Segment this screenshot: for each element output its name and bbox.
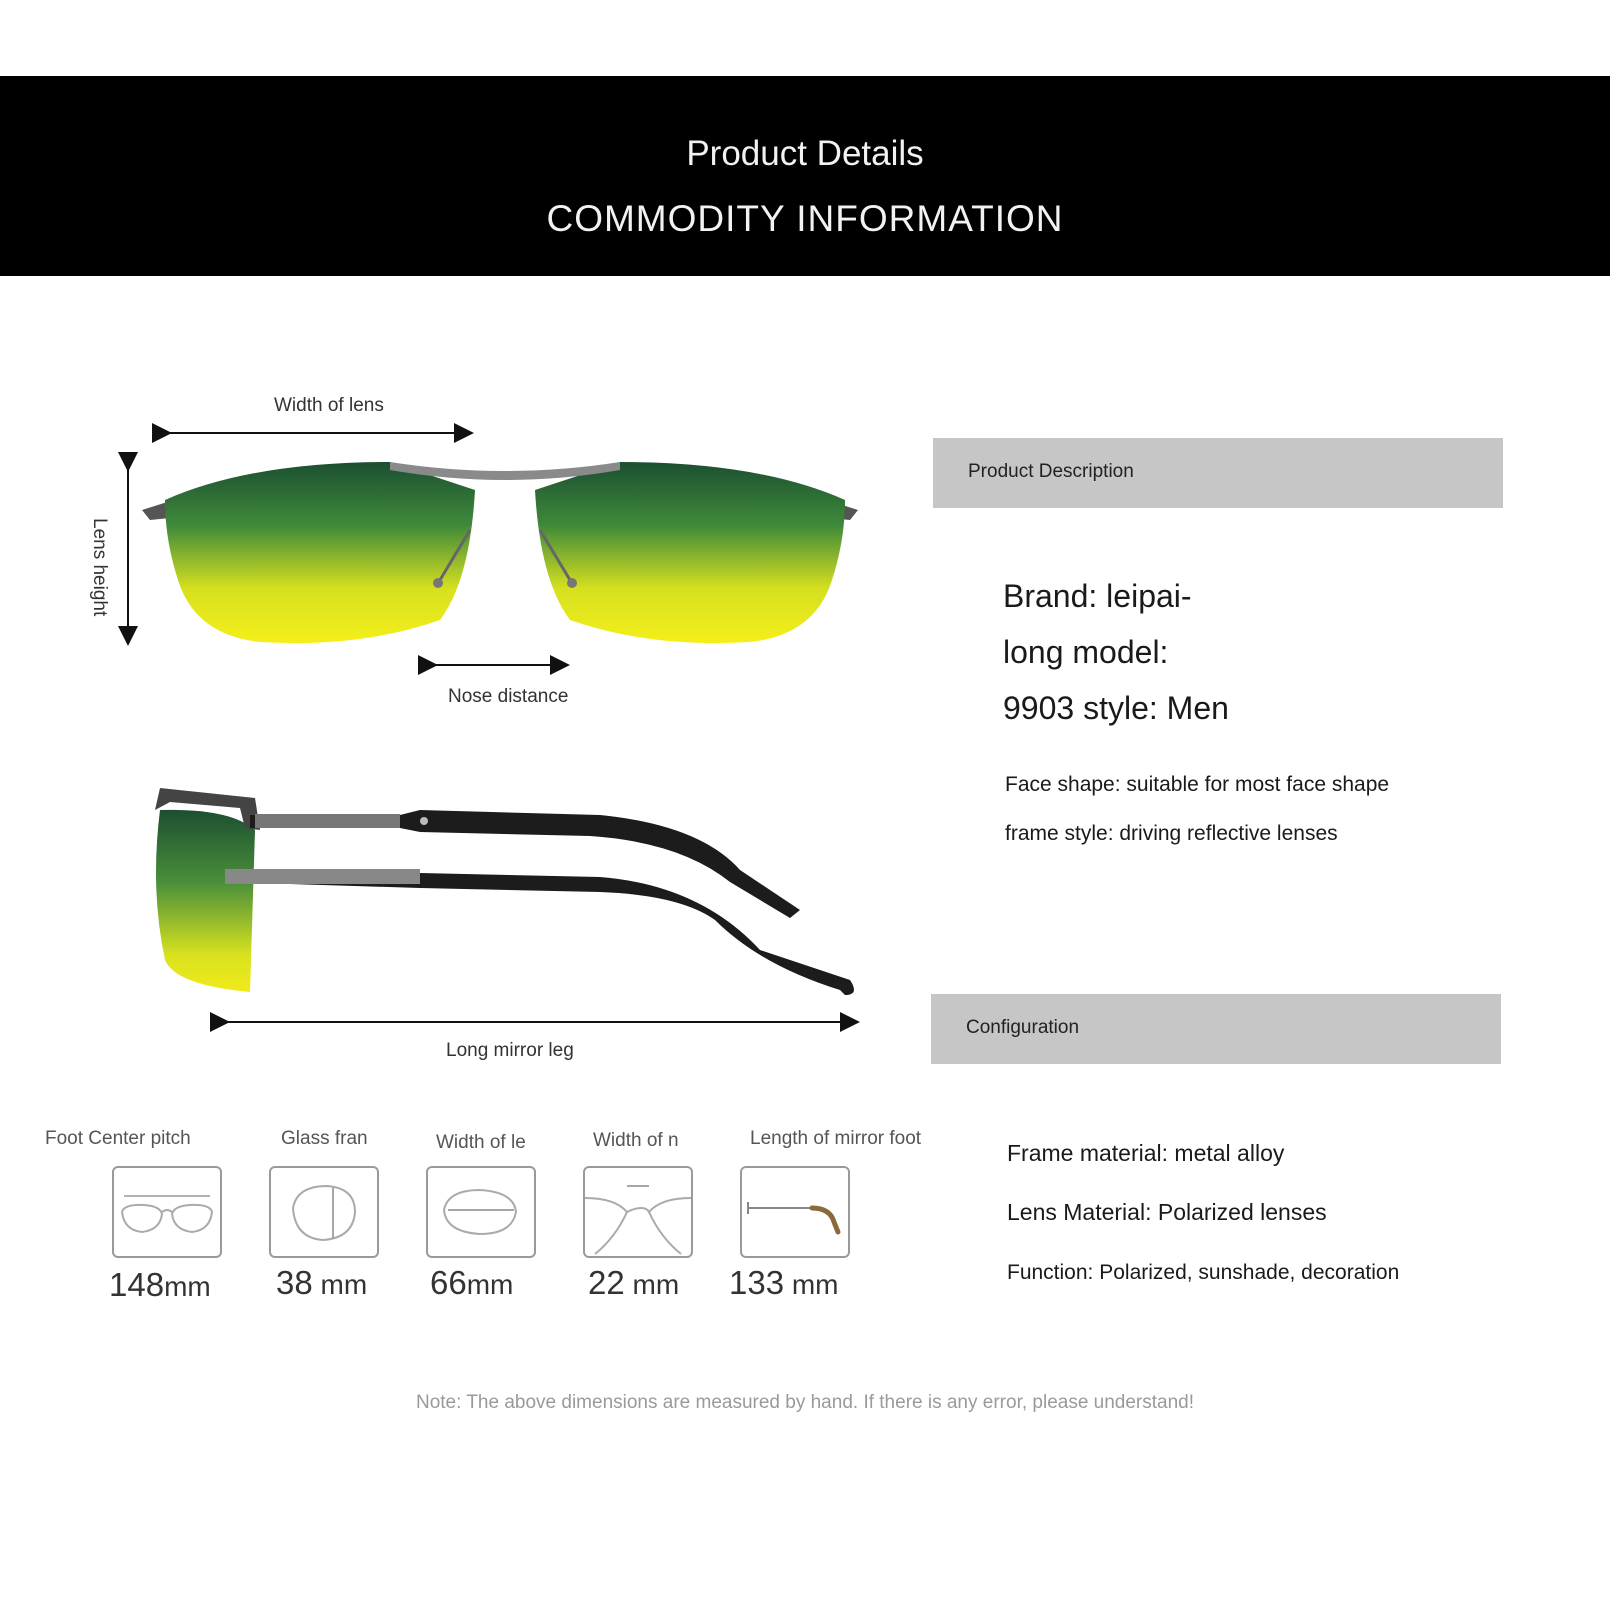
- measure-label-foot-center: Foot Center pitch: [45, 1128, 191, 1149]
- product-description-heading: Product Description: [968, 461, 1134, 482]
- frame-material-text: Frame material: metal alloy: [1007, 1140, 1285, 1166]
- nose-distance-label: Nose distance: [448, 686, 569, 707]
- lens-width-icon: [426, 1166, 536, 1258]
- product-description-bar: [933, 438, 1503, 508]
- measure-label-width-nose: Width of n: [593, 1130, 679, 1151]
- side-lens: [156, 810, 255, 992]
- nose-bridge-icon: [583, 1166, 693, 1258]
- measure-label-glass-frame: Glass fran: [281, 1128, 368, 1149]
- temple-length-icon: [740, 1166, 850, 1258]
- measure-value-mirror-foot: 133 mm: [729, 1264, 839, 1301]
- glasses-width-icon: [112, 1166, 222, 1258]
- measure-value-glass-frame: 38 mm: [276, 1264, 368, 1301]
- configuration-bar: [931, 994, 1501, 1064]
- configuration-heading: Configuration: [966, 1017, 1080, 1038]
- frame-style-text: frame style: driving reflective lenses: [1005, 822, 1338, 845]
- front-view-diagram: [0, 380, 900, 710]
- right-lens: [535, 462, 845, 643]
- model-text: long model:: [1003, 634, 1169, 670]
- width-of-lens-label: Width of lens: [274, 395, 384, 416]
- measure-label-mirror-foot: Length of mirror foot: [750, 1128, 922, 1149]
- measurement-note: Note: The above dimensions are measured by hand. If there is any error, please understand!: [415, 1392, 1195, 1413]
- measure-value-width-nose: 22 mm: [588, 1264, 680, 1301]
- page-subtitle: COMMODITY INFORMATION: [546, 198, 1064, 239]
- measure-value-foot-center: 148mm: [109, 1266, 211, 1303]
- face-shape-text: Face shape: suitable for most face shape: [1005, 773, 1390, 796]
- measure-value-width-lens: 66mm: [430, 1264, 514, 1301]
- lens-height-label: Lens height: [89, 518, 110, 617]
- style-text: 9903 style: Men: [1003, 690, 1229, 726]
- header-banner: [0, 76, 1610, 276]
- measure-label-width-lens: Width of le: [436, 1132, 526, 1153]
- side-view-diagram: [0, 770, 900, 1070]
- page-title: Product Details: [686, 134, 924, 173]
- long-mirror-leg-label: Long mirror leg: [446, 1040, 574, 1061]
- brand-text: Brand: leipai-: [1003, 578, 1192, 614]
- lens-material-text: Lens Material: Polarized lenses: [1007, 1199, 1327, 1225]
- function-text: Function: Polarized, sunshade, decoration: [1007, 1261, 1400, 1284]
- lens-height-icon: [269, 1166, 379, 1258]
- left-lens: [165, 462, 475, 643]
